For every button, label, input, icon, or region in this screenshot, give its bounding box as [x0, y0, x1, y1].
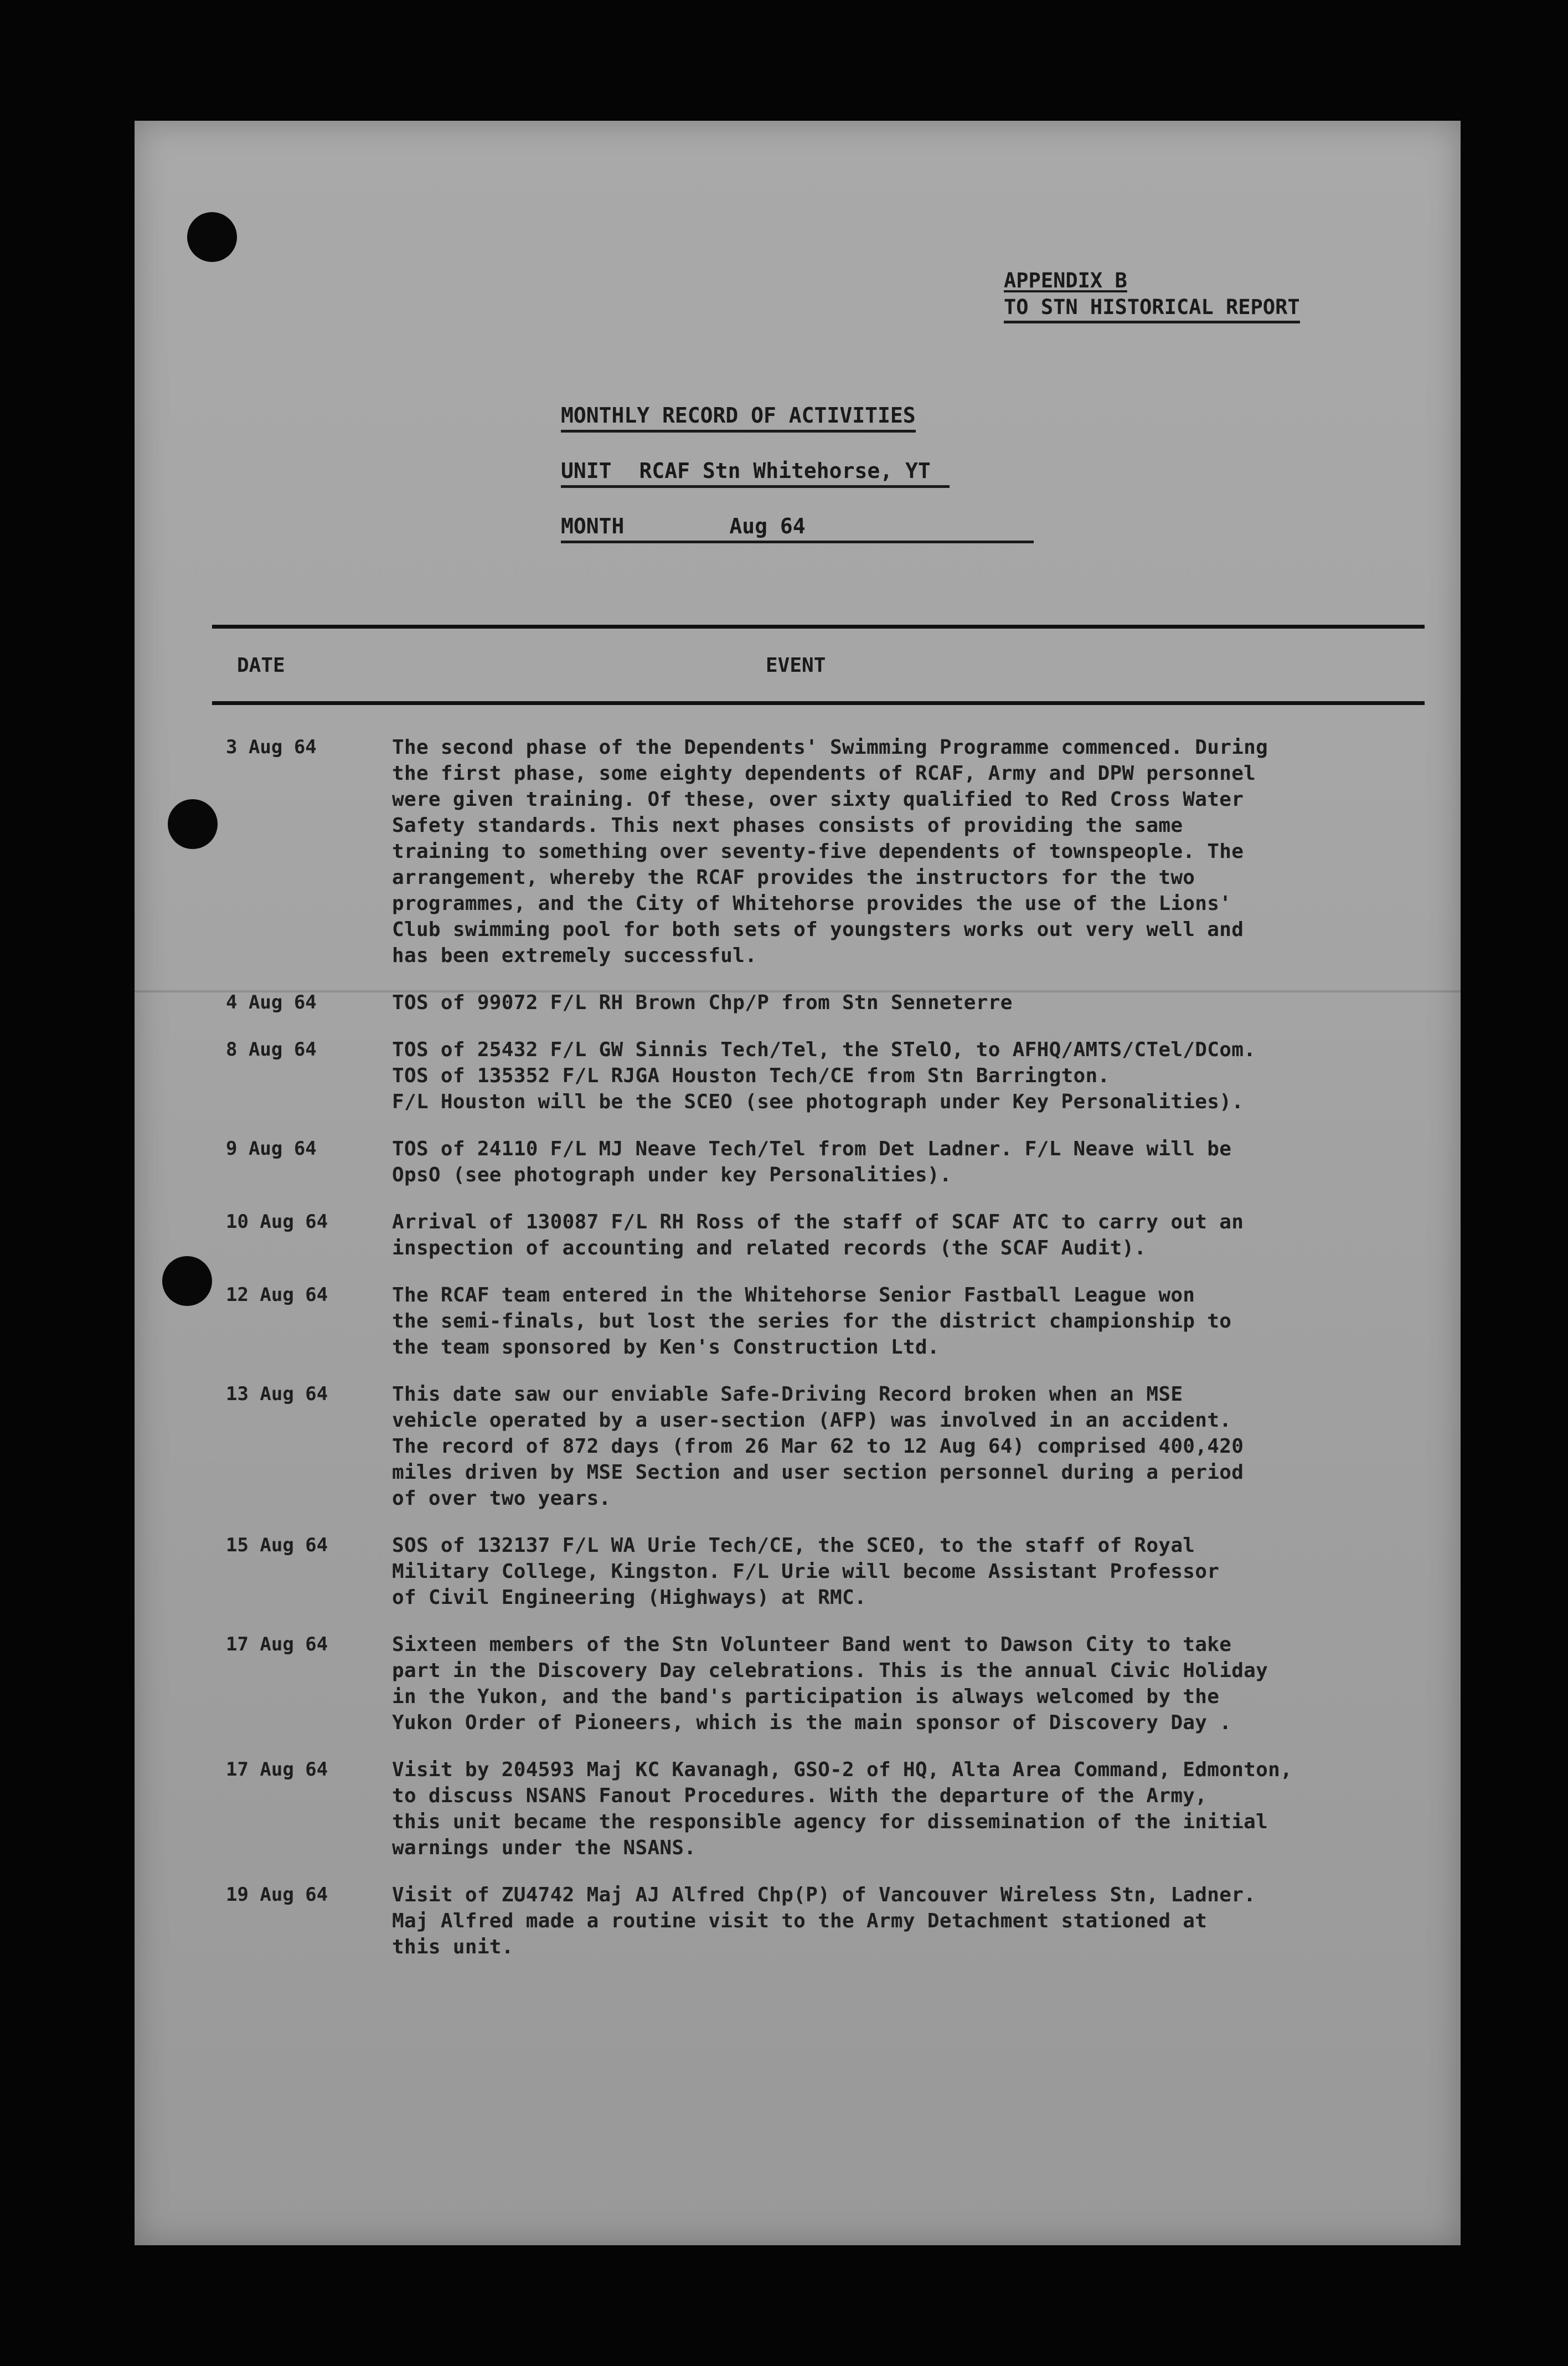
event-column-header: EVENT: [766, 654, 826, 677]
entry-text: Sixteen members of the Stn Volunteer Band went to Dawson City to take part in the Discovery Day celebrations. This is the annual Civic Holiday in the Yukon, and the band's participation is always welcomed by the Yukon Order of Pioneers, which is the main sponsor of Discovery Day .: [392, 1633, 1268, 1734]
punch-hole-middle: [168, 799, 218, 849]
entry-row: [212, 1882, 1430, 1960]
entry-row: [212, 1381, 1430, 1511]
entry-row: [212, 1757, 1430, 1861]
entry-row: [212, 1136, 1430, 1188]
unit-row: [561, 459, 950, 488]
entry-row: [212, 1037, 1430, 1115]
month-row: [561, 514, 1034, 543]
entry-date: 8 Aug 64: [226, 1038, 317, 1061]
appendix-line-2: TO STN HISTORICAL REPORT: [1004, 294, 1300, 323]
entry-row: [212, 1532, 1430, 1611]
appendix-line-1: APPENDIX B: [1004, 269, 1127, 292]
entry-row: [212, 1282, 1430, 1360]
entry-row: [212, 990, 1430, 1016]
punch-hole-lower: [162, 1256, 212, 1306]
table-top-rule: [212, 625, 1425, 629]
entry-text: TOS of 24110 F/L MJ Neave Tech/Tel from Det Ladner. F/L Neave will be OpsO (see photograph under key Personalities).: [392, 1138, 1232, 1186]
table-header-rule: [212, 701, 1425, 705]
entry-date: 19 Aug 64: [226, 1884, 328, 1906]
punch-hole-top: [187, 212, 237, 262]
entry-text: TOS of 99072 F/L RH Brown Chp/P from Stn Senneterre: [392, 991, 1013, 1014]
entry-text: Visit by 204593 Maj KC Kavanagh, GSO-2 of HQ, Alta Area Command, Edmonton, to discuss NSANS Fanout Procedures. With the departure of the Army, this unit became the responsible agency for dissemination of the initial warnings under the NSANS.: [392, 1758, 1293, 1859]
entry-text: The RCAF team entered in the Whitehorse Senior Fastball League won the semi-finals, but lost the series for the district championship to the team sponsored by Ken's Construction Ltd.: [392, 1284, 1232, 1359]
entry-date: 9 Aug 64: [226, 1138, 317, 1160]
entry-date: 12 Aug 64: [226, 1284, 328, 1306]
document-page: [135, 121, 1461, 2245]
entry-text: TOS of 25432 F/L GW Sinnis Tech/Tel, the STelO, to AFHQ/AMTS/CTel/DCom. TOS of 135352 F/L RJGA Houston Tech/CE from Stn Barrington. F/L Houston will be the SCEO (see photograph under Key Personalities).: [392, 1038, 1256, 1113]
unit-label: UNIT: [561, 459, 612, 488]
month-label: MONTH: [561, 514, 624, 543]
entry-date: 15 Aug 64: [226, 1534, 328, 1556]
entry-text: This date saw our enviable Safe-Driving Record broken when an MSE vehicle operated by a user-section (AFP) was involved in an accident. The record of 872 days (from 26 Mar 62 to 12 Aug 64) comprised 400,420 miles driven by MSE Section and user section personnel during a period of over two years.: [392, 1383, 1244, 1510]
entry-date: 4 Aug 64: [226, 991, 317, 1014]
date-column-header: DATE: [237, 654, 285, 677]
entry-text: Visit of ZU4742 Maj AJ Alfred Chp(P) of Vancouver Wireless Stn, Ladner. Maj Alfred made a routine visit to the Army Detachment stationed at this unit.: [392, 1884, 1256, 1958]
entry-text: The second phase of the Dependents' Swimming Programme commenced. During the first phase, some eighty dependents of RCAF, Army and DPW personnel were given training. Of these, over sixty qualified to Red Cross Water Safety standards. This next phases consists of providing the same training to something over seventy-five dependents of townspeople. The arrangement, whereby the RCAF provides the instructors for the two programmes, and the City of Whitehorse provides the use of the Lions' Club swimming pool for both sets of youngsters works out very well and has been extremely successful.: [392, 736, 1268, 967]
entry-row: [212, 1632, 1430, 1736]
entry-date: 10 Aug 64: [226, 1211, 328, 1233]
entry-date: 13 Aug 64: [226, 1383, 328, 1405]
unit-value: RCAF Stn Whitehorse, YT: [612, 459, 950, 488]
activity-entries: [212, 734, 1430, 1981]
entry-text: Arrival of 130087 F/L RH Ross of the staff of SCAF ATC to carry out an inspection of accounting and related records (the SCAF Audit).: [392, 1211, 1244, 1259]
entry-row: [212, 1209, 1430, 1261]
month-value: Aug 64: [624, 514, 1034, 543]
entry-text: SOS of 132137 F/L WA Urie Tech/CE, the SCEO, to the staff of Royal Military College, Kingston. F/L Urie will become Assistant Professor of Civil Engineering (Highways) at RMC.: [392, 1534, 1220, 1609]
appendix-label: [1004, 268, 1300, 323]
entry-date: 3 Aug 64: [226, 736, 317, 758]
record-title: [561, 403, 916, 428]
entry-row: [212, 734, 1430, 969]
entry-date: 17 Aug 64: [226, 1633, 328, 1655]
record-title-text: MONTHLY RECORD OF ACTIVITIES: [561, 403, 916, 433]
entry-date: 17 Aug 64: [226, 1758, 328, 1781]
